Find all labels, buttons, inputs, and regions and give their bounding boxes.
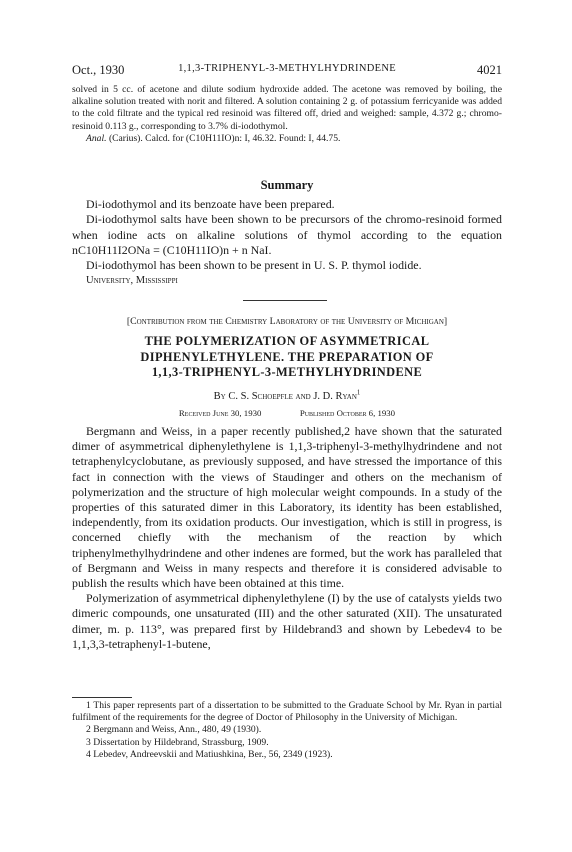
header-running-title: 1,1,3-TRIPHENYL-3-METHYLHYDRINDENE (178, 63, 396, 74)
title-line-3: 1,1,3-TRIPHENYL-3-METHYLHYDRINDENE (151, 365, 423, 379)
affiliation: University, Mississippi (86, 275, 178, 287)
footnotes (72, 700, 502, 761)
analysis-line (72, 133, 502, 145)
header-page-number: 4021 (477, 63, 502, 77)
published-date: Published October 6, 1930 (299, 408, 396, 418)
byline-authors: By C. S. Schoepfle and J. D. Ryan (213, 391, 357, 402)
experimental-continuation (72, 84, 502, 145)
summary-point-2: Di-iodothymol salts have been shown to be precursors of the chromo-resinoid formed when iodine acts on alkaline solutions of thymol according to the equation nC10H11I2ONa = (C10H11IO)n + n NaI. (72, 212, 502, 257)
analysis-label: Anal. (86, 132, 107, 144)
summary-heading: Summary (260, 178, 314, 192)
experimental-paragraph: solved in 5 cc. of acetone and dilute sodium hydroxide added. The acetone was removed by boiling, the alkaline solution treated with norit and filtered. A solution containing 2 g. of potassium ferricyanide was added to the cold filtrate and the typical red resinoid was filtered off, dried and weighed: sample, 4.372 g.; chromo-resinoid 0.113 g., corresponding to 3.7% di-iodothymol. (72, 84, 502, 132)
footnote-3: 3 Dissertation by Hildebrand, Strassburg, 1909. (86, 736, 269, 748)
title-line-1: THE POLYMERIZATION OF ASYMMETRICAL (144, 334, 430, 348)
received-date: Received June 30, 1930 (178, 408, 262, 418)
article-body (72, 424, 502, 652)
footnote-4: 4 Lebedev, Andreevskii and Matiushkina, Ber., 56, 2349 (1923). (86, 748, 333, 760)
dates-line (72, 408, 502, 418)
body-paragraph-1: Bergmann and Weiss, in a paper recently published,2 have shown that the saturated dimer of asymmetrical diphenylethylene is 1,1,3-triphenyl-3-methylhydrindene and not tetraphenylcyclobutane, as previously supposed, and have stressed the importance of this fact in connection with the views of Staudinger and others on the mechanism of polymerization and the structure of high molecular weight compounds. In a study of the properties of this saturated dimer in this Laboratory, its identity has been established, independently, from its oxidation products. Our investigation, which is still in progress, is concerned chiefly with the mechanism of the reaction by which triphenylmethylhydrindene and other indenes are formed, but the work has paralleled that of Bergmann and Weiss in many respects and therefore it is considered advisable to publish the results which have been obtained at this time. (72, 424, 502, 591)
summary-section (72, 178, 502, 288)
footnote-2: 2 Bergmann and Weiss, Ann., 480, 49 (1930). (86, 724, 262, 736)
header-date: Oct., 1930 (72, 63, 125, 77)
footnote-1: 1 This paper represents part of a dissertation to be submitted to the Graduate School by Mr. Ryan in partial fulfilment of the requirements for the degree of Doctor of Philosophy in the University of Michigan. (72, 700, 502, 724)
byline (72, 391, 502, 402)
body-paragraph-2: Polymerization of asymmetrical diphenylethylene (I) by the use of catalysts yields two dimeric compounds, one unsaturated (III) and the other saturated (XII). The unsaturated dimer, m. p. 113°, was prepared first by Hildebrand3 and shown by Lebedev4 to be 1,1,3,3-tetraphenyl-1-butene, (72, 591, 502, 651)
summary-point-3: Di-iodothymol has been shown to be present in U. S. P. thymol iodide. (86, 258, 422, 273)
summary-point-1: Di-iodothymol and its benzoate have been prepared. (86, 197, 335, 212)
footnote-rule (72, 697, 132, 698)
section-divider (243, 300, 327, 301)
byline-footnote-marker: 1 (356, 389, 361, 397)
contribution-note (72, 316, 502, 327)
title-line-2: DIPHENYLETHYLENE. THE PREPARATION OF (140, 349, 434, 364)
running-header (72, 63, 502, 79)
contribution-text: [Contribution from the Chemistry Laboratory of the University of Michigan] (126, 316, 448, 327)
article-title (72, 334, 502, 381)
analysis-text: (Carius). Calcd. for (C10H11IO)n: I, 46.32. Found: I, 44.75. (108, 132, 341, 144)
